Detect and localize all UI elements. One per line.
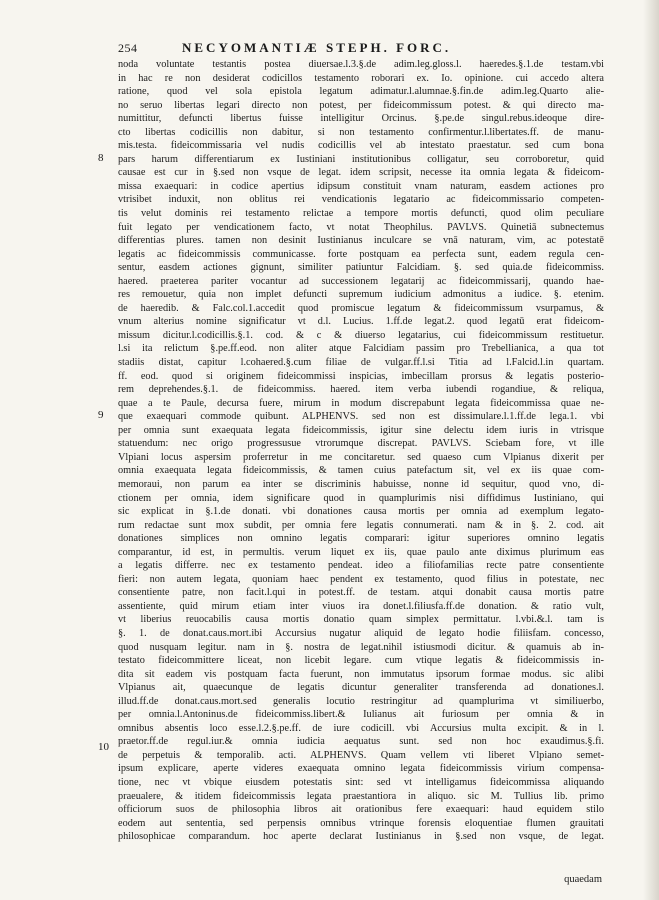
text-line: ratione, quod vel sola epistola legatum adimatur.l.alumnae.§.fin.de adim.leg.Quarto alie- (118, 86, 604, 98)
text-line: donationes simplices non omnino legatis comparari: igitur superiores omnino legatis (118, 533, 604, 545)
page-gutter-shadow (643, 0, 659, 900)
text-line: omnia exaequata legata fideicommissis, & tamen cuius patefactum sit, vel ex iis quae com- (118, 465, 604, 477)
text-line: noda voluntate testantis postea diuersae.l.3.§.de adim.leg.gloss.l. haeredes.§.1.de testam.vbi (118, 59, 604, 70)
text-line: statuendum: nec origo progressusue vtrorumque discrepat. PAVLVS. Sciebam fore, vt ille (118, 438, 604, 450)
text-line: ctionem per omnia, idem significare quod in quamplurimis nisi diffidimus Iustiniano, qui (118, 492, 604, 504)
text-line: Vlpianus ait, quaecunque de legatis dicuntur generaliter transferenda ad donationes.l. (118, 682, 604, 694)
text-line: pars harum differentiarum ex Iustiniani institutionibus colligatur, seu corroboretur, quid (118, 153, 604, 165)
text-line: cto libertas codicillis non dabitur, si non testamento confirmentur.l.libertates.ff. de manu- (118, 126, 604, 138)
text-line: res remouetur, quia non implet defuncti supremum iudicium admonitus a iudice. §. etenim. (118, 289, 604, 301)
margin-number: 10 (98, 741, 109, 753)
text-line: eodem aut sententia, sed perpensis omnibus vtrinque forensis eloquentiae flumen grauitati (118, 817, 604, 829)
text-line: fuit legato per vendicationem facto, vt notat Theophilus. PAVLVS. Quinetiā subnectemus (118, 221, 604, 233)
margin-number: 9 (98, 409, 104, 421)
text-line: causae est cur in §.sed non vsque de legat. idem scripsit, necesse ita omnia legata & fideicom- (118, 167, 604, 179)
text-line: numittitur, defuncti libertus fuisse intelligitur Orcinus. §.pe.de singul.rebus.ideoque dire- (118, 113, 604, 125)
text-line: de perpetuis & temporalib. acti. ALPHENVS. Quam vellem vti liberet Vlpiano semet- (118, 749, 604, 761)
catchword: quaedam (564, 874, 602, 885)
text-line: tis velut dominis rei testamento relictae a tempore mortis defuncti, quod olim peculiare (118, 208, 604, 220)
text-line: per omnia sunt exaequata legata fideicommissis, igitur sine delectu idem iuris in vtrisque (118, 424, 604, 436)
text-line: de haeredib. & Falc.col.1.accedit quod promiscue legatum & fideicommissum vsurpamus, & (118, 302, 604, 314)
text-line: differentias plures. tamen non desinit Iustinianus inculcare se vnā naturam, vim, ac potestatē (118, 235, 604, 247)
text-line: assentiente, quid mirum etiam inter viuos ira donet.l.filiusfa.ff.de donation. & ratio vult, (118, 600, 604, 612)
text-line: ff. eod. quod si originem fideicommissi inspicias, imbecillam prorsus & legatis posterio- (118, 370, 604, 382)
text-line: rem deprehendes.§.1. de fideicommiss. haered. item verba iubendi rogandiue, & reliqua, (118, 384, 604, 396)
text-line: memoraui, non parum ea inter se discriminis habuisse, nonne id sequitur, quod vno, di- (118, 478, 604, 490)
text-line: haered. praeterea pariter vocantur ad successionem legatarij ac fideicommissarij, quando hae- (118, 275, 604, 287)
text-line: l.si ita relictum §.pe.ff.eod. non aliter atque Falcidiam passim pro Trebellianica, a qua tot (118, 343, 604, 355)
text-line: §. 1. de donat.caus.mort.ibi Accursius nugatur aliquid de legato hodie filiisfam. concesso, (118, 627, 604, 639)
text-line: sentur, easdem actiones gignunt, similiter patiuntur Falcidiam. §. sed quia.de fideicommiss. (118, 262, 604, 274)
text-line: ipsum explicare, aperte videres exaequata omnino legata fideicommissis virium compensa- (118, 763, 604, 775)
text-line: rum redactae sunt mox subdit, per omnia fere legatis connumerati. nam & in §. 2. cod. ait (118, 519, 604, 531)
text-line: vnum alterius nomine significatur vt d.l. Lucius. 1.ff.de legat.2. quod legatū erat fideicom- (118, 316, 604, 328)
text-line: consentiente patre, non facit.l.qui in potest.ff. de testam. atqui donabit causa mortis patre (118, 587, 604, 599)
text-line: dita sit eadem vis postquam facta fuerunt, non immutatus ipsorum formae modus. sic alibi (118, 668, 604, 680)
text-line: a legatis differre. nec ex testamento pendeat. ideo a filiofamilias recte patre consentiente (118, 560, 604, 572)
body-text (118, 58, 604, 844)
text-line: no seruo libertas legari directo non potest, per fideicommissum potest. & qui directo ma- (118, 99, 604, 111)
text-line: Vlpiani locus aspersim proferretur in me concitaretur. sed quaeso cum Vlpianus dixerit per (118, 451, 604, 463)
text-line: philosophicae comparandum. hoc aperte declarat Iustinianus in §.sed non vsque, de legat. (118, 831, 604, 843)
text-line: missum dicitur.l.codicillis.§.1. cod. & c & diuerso legatarius, cui fideicommissum restituetur. (118, 329, 604, 341)
text-line: fieri: non autem legata, quoniam haec pendent ex testamento, quod filius in potestate, nec (118, 573, 604, 585)
text-line: omnibus absentis loco esse.l.2.§.pe.ff. de iure codicill. vbi Accursius multa excipit. & in l. (118, 722, 604, 734)
text-line: vtrisibet induxit, non oblitus rei vendicationis legatario ac fideicommissario competen- (118, 194, 604, 206)
text-line: in hac re non desiderat codicillos testamento roborari ex. Io. opinione. cui accedo altera (118, 72, 604, 84)
text-line: sic explicat in §.1.de donati. vbi donationes causa mortis per omnia ad exemplum legato- (118, 506, 604, 518)
text-line: per omnia.l.Antoninus.de fideicommiss.libert.& Iulianus ait furiosum per omnia & in (118, 709, 604, 721)
page-header (118, 40, 598, 56)
text-line: stadiis distat, capitur l.cohaered.§.cum filiae de vulgar.ff.l.si Titia ad l.Falcid.l.in quartam. (118, 357, 604, 369)
text-line: praeualere, & itidem fideicommissis legata praestantiora in aliquo. sic M. Tullius lib. primo (118, 790, 604, 802)
text-line: legatis ac fideicommissis communicasse. forte postquam ea perfecta sunt, eadem regula cen- (118, 248, 604, 260)
text-line: comparantur, id est, in permultis. verum liquet ex iis, quae paulo ante diximus plurimum eas (118, 546, 604, 558)
text-line: testato fideicommittere liceat, non licebit legare. cum vtique legatis & fideicommissis in- (118, 655, 604, 667)
text-line: quae a te Paule, decursa fuere, mirum in modum discrepabunt legata fideicommissa quae ne- (118, 397, 604, 409)
margin-number: 8 (98, 152, 104, 164)
text-line: praetor.ff.de regul.iur.& omnia iudicia aequatus sunt. sed non hoc exaudimus.§.fi. (118, 736, 604, 748)
running-title: NECYOMANTIÆ STEPH. FORC. (182, 40, 452, 55)
text-line: mis.testa. fideicommissaria vel nudis codicillis vel ab intestato praestatur. sed cum bona (118, 140, 604, 152)
folio-number: 254 (118, 41, 138, 55)
text-line: vt liberius reuocabilis causa mortis donatio quam simplex permittatur. l.vbi.&.l. tam is (118, 614, 604, 626)
text-line: illud.ff.de donat.caus.mort.sed generalis locutio restringitur ad quamplurima vt similiuerbo, (118, 695, 604, 707)
text-line: quod nusquam legitur. nam in §. nostra de legat.nihil istiusmodi dicitur. & quamuis ab in- (118, 641, 604, 653)
text-line: missa exaequari: in codice apertius idipsum constituit vnam naturam, easdem actiones pro (118, 180, 604, 192)
text-line: officiorum suos de philosophia libros ait orationibus fere exaequari: haud equidem stilo (118, 804, 604, 816)
text-line: que exaequari commode quibunt. ALPHENVS. sed non est dissimulare.l.1.ff.de lega.1. vbi (118, 411, 604, 423)
text-line: tione, nec vt vbique eiusdem potestatis sint: sed vt intelligamus fideicommissa aliquando (118, 776, 604, 788)
